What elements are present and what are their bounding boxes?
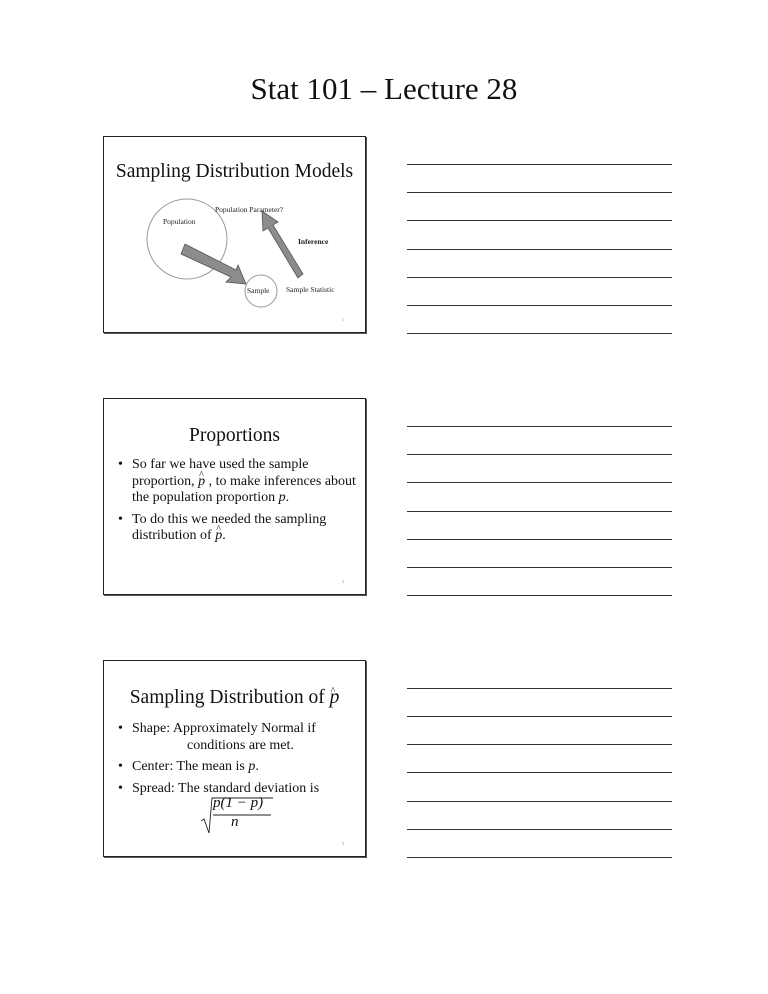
sampling-diagram bbox=[104, 137, 365, 332]
population-label: Population bbox=[163, 217, 196, 226]
note-line bbox=[407, 220, 672, 221]
note-line bbox=[407, 511, 672, 512]
inference-arrow-icon bbox=[262, 211, 303, 278]
note-line bbox=[407, 249, 672, 250]
note-line bbox=[407, 482, 672, 483]
note-line bbox=[407, 192, 672, 193]
bullet-list bbox=[118, 457, 359, 550]
slide-3 bbox=[103, 660, 366, 857]
formula-numerator: p(1 − p) bbox=[213, 795, 264, 811]
note-line bbox=[407, 801, 672, 802]
p-hat-symbol: p ^ bbox=[215, 528, 222, 545]
slide-number: 3 bbox=[342, 841, 344, 846]
note-line bbox=[407, 454, 672, 455]
note-line bbox=[407, 595, 672, 596]
slide-2 bbox=[103, 398, 366, 595]
bullet-item: • Center: The mean is p. bbox=[118, 759, 359, 776]
note-line bbox=[407, 857, 672, 858]
std-dev-formula bbox=[201, 795, 281, 835]
document-title: Stat 101 – Lecture 28 bbox=[250, 71, 518, 106]
inference-label: Inference bbox=[298, 237, 329, 246]
slide-number: 1 bbox=[342, 317, 344, 322]
note-line bbox=[407, 333, 672, 334]
note-line bbox=[407, 744, 672, 745]
note-line bbox=[407, 772, 672, 773]
note-line bbox=[407, 277, 672, 278]
note-line bbox=[407, 567, 672, 568]
bullet-item: • Shape: Approximately Normal if conditions are met. bbox=[118, 721, 359, 754]
bullet-list bbox=[118, 721, 359, 802]
population-parameter-label: Population Parameter? bbox=[215, 205, 284, 214]
note-line bbox=[407, 539, 672, 540]
note-line bbox=[407, 716, 672, 717]
note-line bbox=[407, 305, 672, 306]
p-hat-symbol: p ^ bbox=[330, 687, 340, 709]
sample-label: Sample bbox=[247, 286, 270, 295]
slide-number: 2 bbox=[342, 579, 344, 584]
note-line bbox=[407, 426, 672, 427]
slide-title: Proportions bbox=[188, 425, 280, 446]
bullet-item: • To do this we needed the sampling distribution of p ^. bbox=[118, 512, 359, 545]
formula-denominator: n bbox=[231, 814, 239, 830]
bullet-item: • So far we have used the sample proportion, p ^ , to make inferences about the population proportion p. bbox=[118, 457, 359, 507]
slide-title: Sampling Distribution of p ^ bbox=[104, 687, 365, 709]
note-line bbox=[407, 164, 672, 165]
note-line bbox=[407, 688, 672, 689]
sample-statistic-label: Sample Statistic bbox=[286, 285, 335, 294]
note-line bbox=[407, 829, 672, 830]
slide-title: Sampling Distribution Models bbox=[115, 161, 354, 182]
slide-1 bbox=[103, 136, 366, 333]
p-hat-symbol: p ^ bbox=[198, 474, 205, 491]
sampling-arrow-icon bbox=[181, 244, 246, 284]
bullet-item: • Spread: The standard deviation is bbox=[118, 781, 359, 798]
